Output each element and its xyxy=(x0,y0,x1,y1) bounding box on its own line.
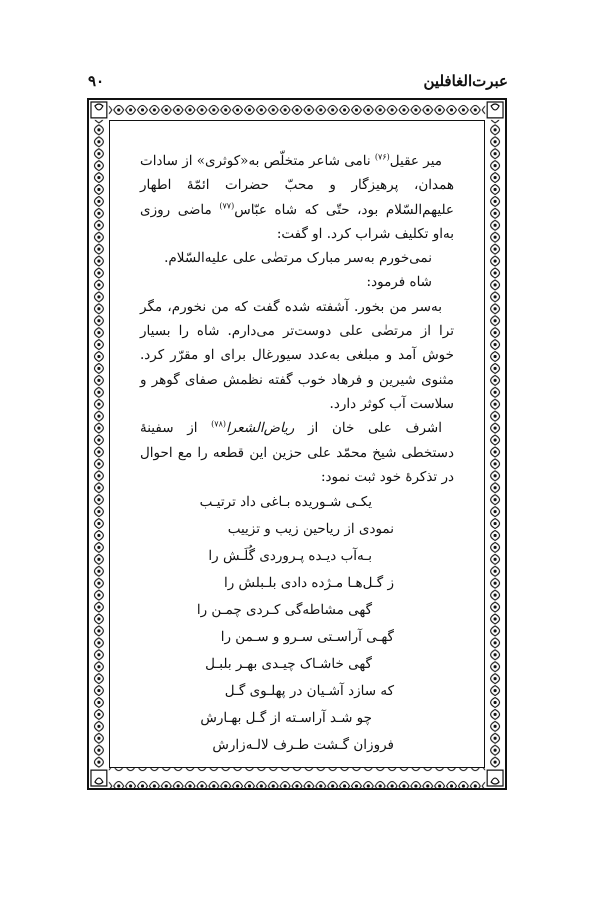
ornamental-frame xyxy=(87,98,507,790)
paragraph-1-part-a: میر عقیل xyxy=(389,153,442,169)
paragraph-3 xyxy=(140,416,454,489)
text-body xyxy=(140,149,454,759)
poem-line: بـه‌آب دیـده پـروردی گُلَـش را xyxy=(208,548,372,565)
quote-line-1: نمی‌خورم به‌سر مبارک مرتضٰی علی علیه‌السّلام. xyxy=(164,250,432,267)
poem-line: گهی خاشـاک چیـدی بهـر بلبـل xyxy=(205,656,372,673)
paragraph-1-part-b: نامی شاعر متخلّص به«کوثری» از سادات همدان، پرهیزگار و محبّ حضرات ائمّهٔ اطهار علیهم‌السّلام بود، حتّی که شاه عبّاس xyxy=(140,153,454,218)
poem-line: گهـی آراسـتی سـرو و سـمن را xyxy=(220,629,394,646)
paragraph-3-part-a: اشرف علی خان از xyxy=(294,420,442,437)
poem-line: گهی مشاطه‌گی کـردی چمـن را xyxy=(196,602,372,619)
text-frame xyxy=(109,120,485,768)
book-title: ریاض‌الشعرا xyxy=(226,420,295,437)
poem-line: چو شـد آراسـته از گـل بهـارش xyxy=(200,710,372,727)
footnote-marker-76: (۷۶) xyxy=(374,152,390,162)
poem-line: نمودی از ریاحین زیب و تزییب xyxy=(227,521,394,538)
paragraph-1 xyxy=(140,149,454,246)
running-title: عبرت‌الغافلین xyxy=(423,72,508,90)
paragraph-3-part-b: از سفینهٔ دستخطی شیخ محمّد علی حزین این قطعه را مع احوال در تذکرهٔ خود ثبت نمود: xyxy=(140,420,454,485)
poem-line: ز گـل‌هـا مـژده دادی بلـبلش را xyxy=(223,575,394,592)
poem-line: یکـی شـوریده بـاغی داد ترتیـب xyxy=(199,494,372,511)
poem-line: که سازد آشـیان در پهلـوی گـل xyxy=(224,683,394,700)
quote-line-2: شاه فرمود: xyxy=(366,274,432,291)
poem xyxy=(140,489,454,759)
paragraph-2: به‌سر من بخور. آشفته شده گفت که من نخورم، مگر ترا از مرتضٰی علی دوست‌تر می‌دارم. شاه را بسیار خوش آمد و مبلغی به‌عدد سیورغال برای او مقرّر کرد. مثنوی شیرین و فرهاد خوب گفته نظمش صفای گوهر و سلاست آب کوثر دارد. xyxy=(140,298,454,412)
footnote-marker-77: (۷۷) xyxy=(219,201,235,211)
footnote-marker-78: (۷۸) xyxy=(211,419,226,429)
poem-line: فروزان گـشت طـرف لالـه‌زارش xyxy=(212,737,394,754)
page-header xyxy=(88,72,508,94)
page-number: ۹۰ xyxy=(88,72,105,90)
paragraph-1-part-c: ماضی روزی به‌او تکلیف شراب کرد. او گفت: xyxy=(140,201,454,242)
